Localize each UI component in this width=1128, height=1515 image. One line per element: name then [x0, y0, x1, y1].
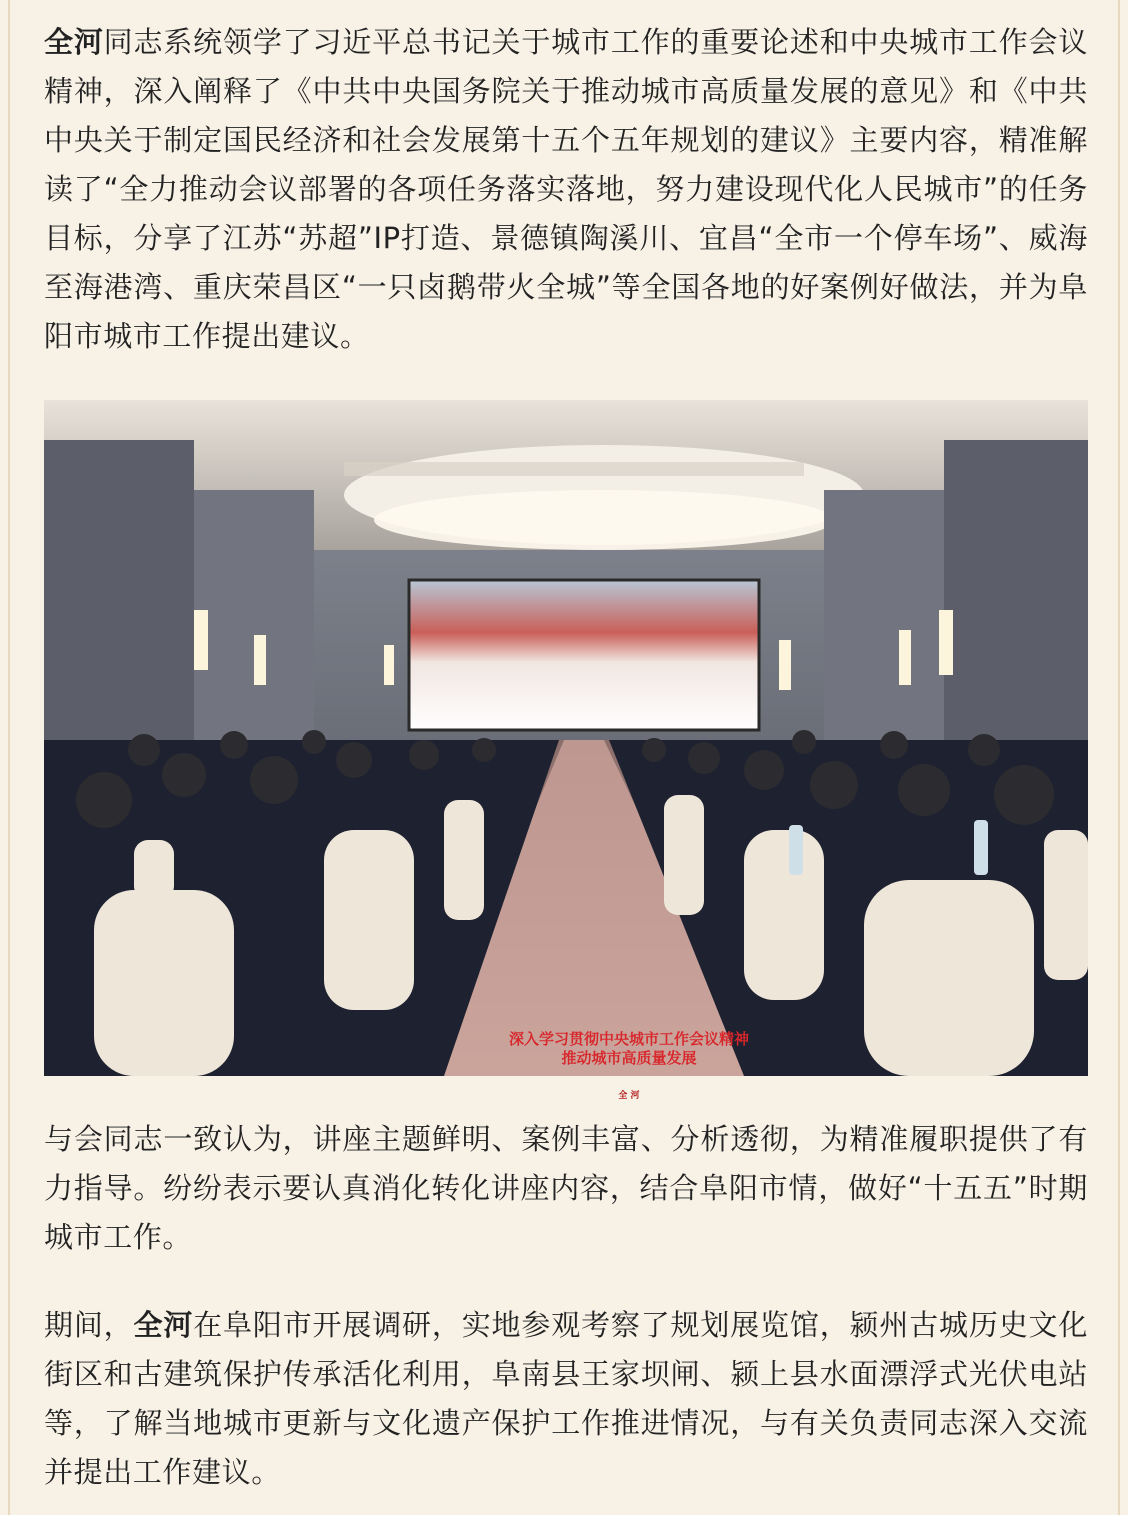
speaker-name: 全河 — [44, 25, 104, 59]
left-border — [8, 0, 10, 1515]
paragraph-1-text: 同志系统领学了习近平总书记关于城市工作的重要论述和中央城市工作会议精神，深入阐释了《中共中央国务院关于推动城市高质量发展的意见》和《中共中央关于制定国民经济和社会发展第十五个五年规划的建议》主要内容，精准解读了“全力推动会议部署的各项任务落实落地，努力建设现代化人民城市”的任务目标，分享了江苏“苏超”IP打造、景德镇陶溪川、宜昌“全市一个停车场”、威海至海港湾、重庆荣昌区“一只卤鹅带火全城”等全国各地的好案例好做法，并为阜阳市城市工作提出建议。 — [44, 25, 1088, 353]
slide-title — [454, 1030, 804, 1068]
paragraph-3 — [44, 1301, 1088, 1497]
slide-title-line-2: 推动城市高质量发展 — [561, 1049, 697, 1067]
slide-speaker: 全 河 — [618, 1091, 640, 1101]
conference-photo — [44, 400, 1088, 1101]
slide-title-line-1: 深入学习贯彻中央城市工作会议精神 — [508, 1030, 749, 1048]
paragraph-1 — [44, 18, 1088, 361]
speaker-name: 全河 — [133, 1308, 194, 1342]
paragraph-3-prefix: 期间， — [44, 1308, 134, 1342]
paragraph-3-text: 在阜阳市开展调研，实地参观考察了规划展览馆，颍州古城历史文化街区和古建筑保护传承活化利用，阜南县王家坝闸、颍上县水面漂浮式光伏电站等，了解当地城市更新与文化遗产保护工作推进情况，与有关负责同志深入交流并提出工作建议。 — [44, 1308, 1088, 1489]
paragraph-2: 与会同志一致认为，讲座主题鲜明、案例丰富、分析透彻，为精准履职提供了有力指导。纷纷表示要认真消化转化讲座内容，结合阜阳市情，做好“十五五”时期城市工作。 — [44, 1122, 1088, 1254]
right-border — [1118, 0, 1120, 1515]
